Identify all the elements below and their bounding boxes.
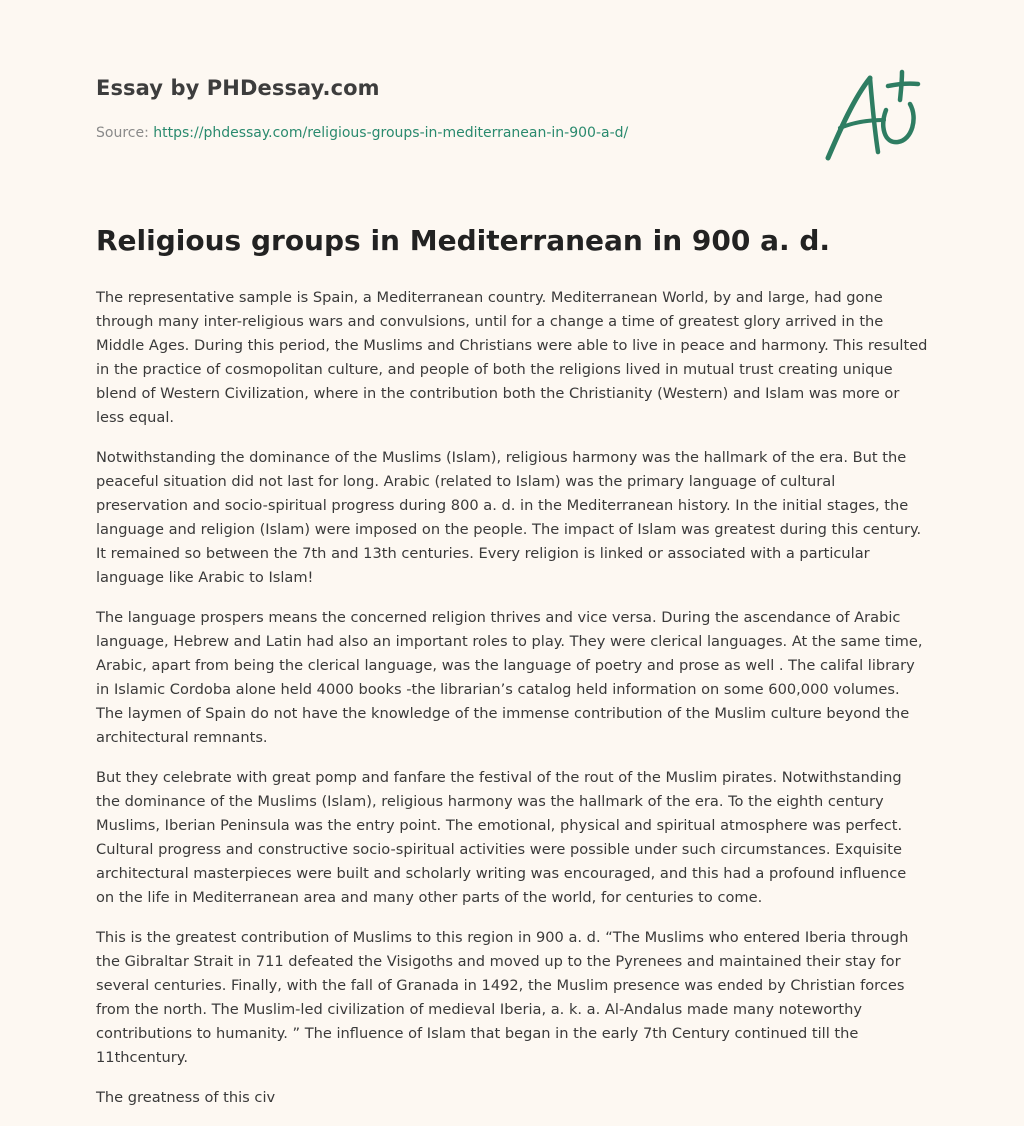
source-label: Source: [96, 125, 154, 141]
essay-paragraph: But they celebrate with great pomp and fanfare the festival of the rout of the Muslim pirates. Notwithstanding the dominance of the Muslims (Islam), religious harmony was the hallmark of the era. To the eighth century Muslims, Iberian Peninsula was the entry point. The emotional, physical and spiritual atmosphere was perfect. Cultural progress and constructive socio-spiritual activities were possible under such circumstances. Exquisite architectural masterpieces were built and scholarly writing was encouraged, and this had a profound influence on the life in Mediterranean area and many other parts of the world, for centuries to come. [96, 769, 907, 906]
essay-paragraph: The language prospers means the concerned religion thrives and vice versa. During the ascendance of Arabic language, Hebrew and Latin had also an important roles to play. They were clerical languages. At the same time, Arabic, apart from being the clerical language, was the language of poetry and prose as well . The califal library in Islamic Cordoba alone held 4000 books -the librarian’s catalog held information on some 600,000 volumes. The laymen of Spain do not have the knowledge of the immense contribution of the Muslim culture beyond the architectural remnants. [96, 609, 923, 746]
essay-title: Religious groups in Mediterranean in 900 a. d. [96, 224, 831, 257]
essay-paragraph: Notwithstanding the dominance of the Muslims (Islam), religious harmony was the hallmark of the era. But the peaceful situation did not last for long. Arabic (related to Islam) was the primary language of cultural preservation and socio-spiritual progress during 800 a. d. in the Mediterranean history. In the initial stages, the language and religion (Islam) were imposed on the people. The impact of Islam was greatest during this century. It remained so between the 7th and 13th centuries. Every religion is linked or associated with a particular language like Arabic to Islam! [96, 449, 922, 586]
source-link[interactable]: https://phdessay.com/religious-groups-in-mediterranean-in-900-a-d/ [153, 125, 629, 141]
essay-body [96, 286, 928, 1126]
essay-paragraph: The greatness of this civ [96, 1089, 276, 1106]
essay-paragraph: The representative sample is Spain, a Mediterranean country. Mediterranean World, by and large, had gone through many inter-religious wars and convulsions, until for a change a time of greatest glory arrived in the Middle Ages. During this period, the Muslims and Christians were able to live in peace and harmony. This resulted in the practice of cosmopolitan culture, and people of both the religions lived in mutual trust creating unique blend of Western Civilization, where in the contribution both the Christianity (Western) and Islam was more or less equal. [96, 289, 928, 426]
site-brand: Essay by PHDessay.com [96, 76, 380, 100]
essay-paragraph: This is the greatest contribution of Muslims to this region in 900 a. d. “The Muslims who entered Iberia through the Gibraltar Strait in 711 defeated the Visigoths and moved up to the Pyrenees and maintained their stay for several centuries. Finally, with the fall of Granada in 1492, the Muslim presence was ended by Christian forces from the north. The Muslim-led civilization of medieval Iberia, a. k. a. Al-Andalus made many noteworthy contributions to humanity. ” The influence of Islam that began in the early 7th Century continued till the 11thcentury. [96, 929, 909, 1066]
a-plus-logo-icon [820, 68, 924, 164]
source-line [96, 125, 628, 141]
